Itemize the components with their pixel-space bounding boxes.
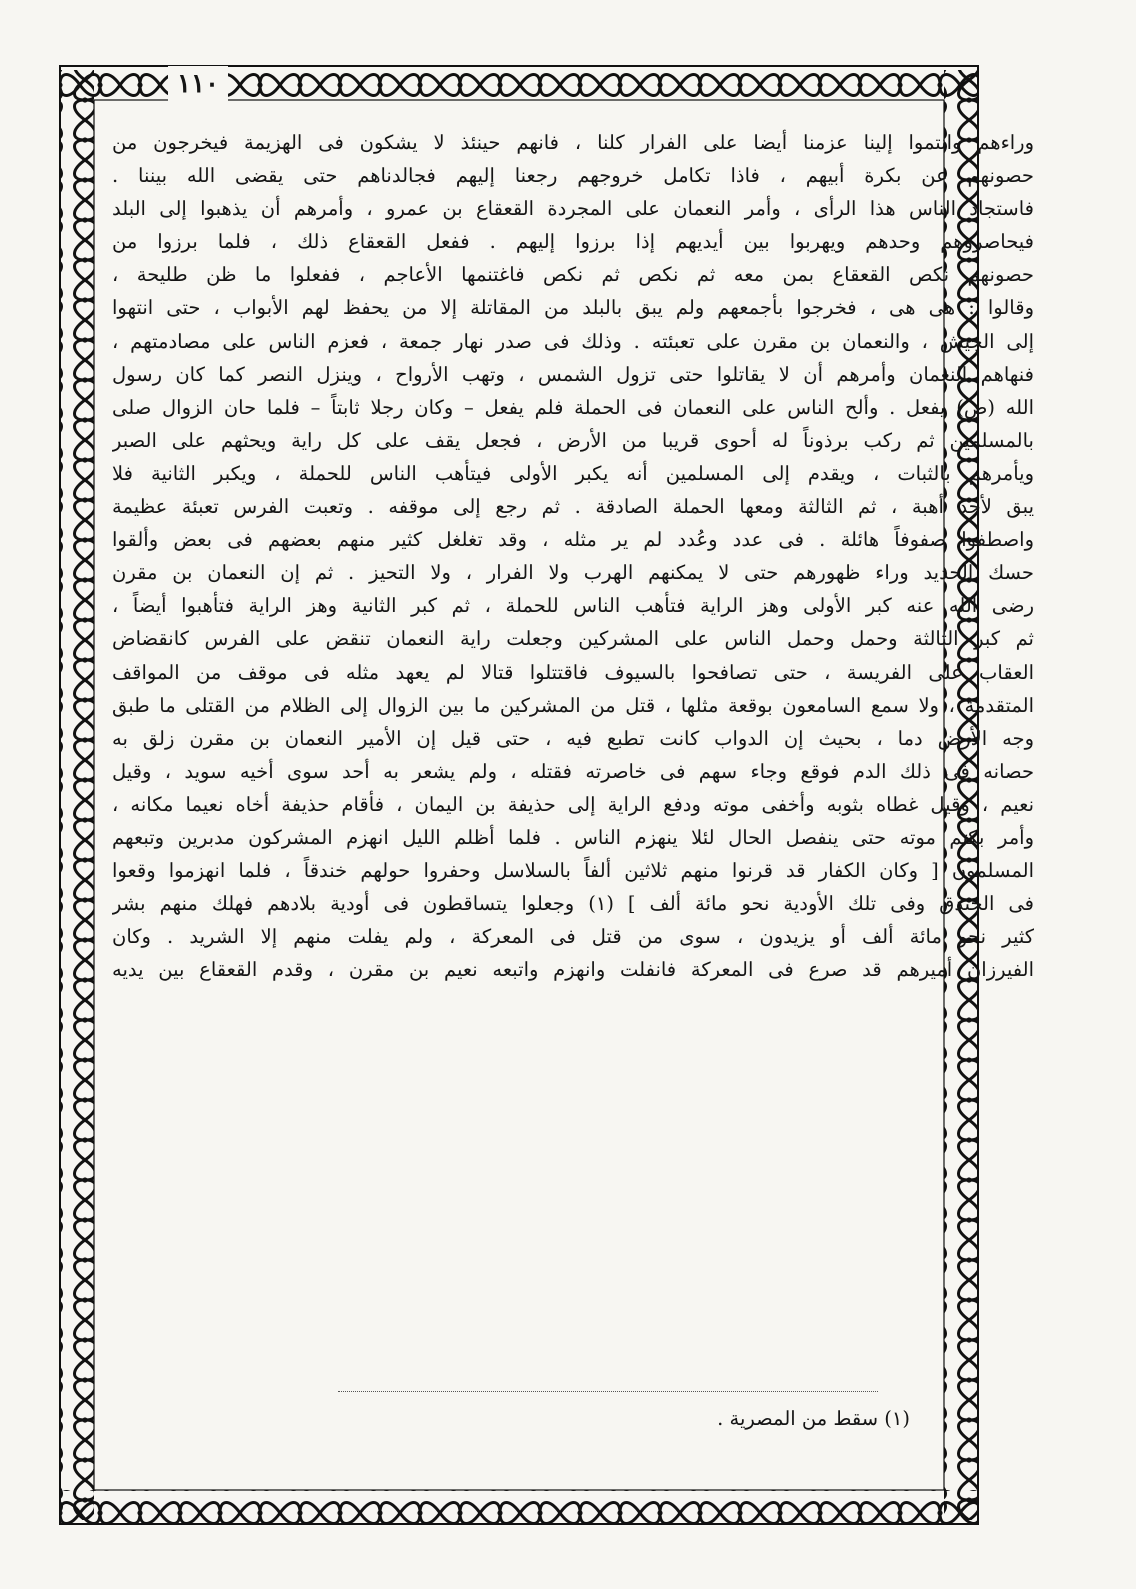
- text-line: حسك الحديد وراء ظهورهم حتى لا يمكنهم الهرب ولا الفرار ، ولا التحيز . ثم إن النعمان بن مقرن: [112, 561, 1034, 585]
- text-line: فى الخندق وفى تلك الأودية نحو مائة ألف ] (١) وجعلوا يتساقطون فى أودية بلادهم فهلك منهم بشر: [112, 892, 1034, 916]
- text-line: وأمر بكتم موته حتى ينفصل الحال لئلا ينهزم الناس . فلما أظلم الليل انهزم المشركون مدبرين وتبعهم: [112, 825, 1034, 849]
- page-number: ١١٠: [168, 66, 228, 102]
- footnote-separator: [338, 1391, 878, 1392]
- text-line: وجه الأرض دما ، بحيث إن الدواب كانت تطبع فيه ، حتى قيل إن الأمير النعمان بن مقرن زلق به: [112, 726, 1034, 750]
- text-line: بالمسلمين ثم ركب برذوناً له أحوى قريبا من الأرض ، فجعل يقف على كل راية ويحثهم على الصبر: [112, 428, 1034, 452]
- text-line: نعيم ، وقيل غطاه بثوبه وأخفى موته ودفع الراية إلى حذيفة بن اليمان ، فأقام حذيفة أخاه نعيما مكانه ،: [112, 792, 1034, 816]
- text-line: واصطفوا صفوفاً هائلة . فى عدد وعُدد لم ير مثله ، وقد تغلغل كثير منهم بعضهم فى بعض وألقوا: [112, 528, 1034, 552]
- footnote: (١) سقط من المصرية .: [717, 1407, 910, 1430]
- text-line: حصونهم نكص القعقاع بمن معه ثم نكص ثم نكص فاغتنمها الأعاجم ، ففعلوا ما ظن طليحة ،: [112, 263, 1034, 287]
- text-line: وقالوا : هى هى ، فخرجوا بأجمعهم ولم يبق بالبلد من المقاتلة إلا من يحفظ لهم الأبواب ، حتى انتهوا: [112, 296, 1034, 320]
- text-line: وراءهم وانتموا إلينا عزمنا أيضا على الفرار كلنا ، فانهم حينئذ لا يشكون فى الهزيمة فيخرجون من: [112, 131, 1034, 154]
- text-line: ثم كبر الثالثة وحمل وحمل الناس على المشركين وجعلت راية النعمان تنقض على الفرس كانقضاض: [112, 627, 1034, 651]
- text-line: رضى الله عنه كبر الأولى وهز الراية فتأهب الناس للحملة ، ثم كبر الثانية وهز الراية فتأهبوا أيضاً ،: [112, 594, 1034, 618]
- text-line: ويأمرهم بالثبات ، ويقدم إلى المسلمين أنه يكبر الأولى فيتأهب الناس للحملة ، ويكبر الثانية فلا: [112, 461, 1034, 485]
- text-line: الفيرزان أميرهم قد صرع فى المعركة فانفلت وانهزم واتبعه نعيم بن مقرن ، وقدم القعقاع بين يديه: [112, 958, 1034, 982]
- text-line: فنهاهم النعمان وأمرهم أن لا يقاتلوا حتى تزول الشمس ، وتهب الأرواح ، وينزل النصر كما كان رسول: [112, 362, 1034, 386]
- text-line: كثير نحو مائة ألف أو يزيدون ، سوى من قتل فى المعركة ، ولم يفلت منهم إلا الشريد . وكان: [112, 925, 1034, 949]
- main-text: [112, 126, 1034, 1388]
- text-line: حصونهم عن بكرة أبيهم ، فاذا تكامل خروجهم رجعنا إليهم فجالدناهم حتى يقضى الله بيننا .: [112, 164, 1034, 188]
- text-line: حصانه فى ذلك الدم فوقع وجاء سهم فى خاصرته فقتله ، ولم يشعر به أحد سوى أخيه سويد ، وقيل: [112, 759, 1034, 783]
- text-line: العقاب على الفريسة ، حتى تصافحوا بالسيوف فاقتتلوا قتالا لم يعهد مثله فى موقف من المواقف: [112, 660, 1034, 684]
- text-line: يبق لأحد أهبة ، ثم الثالثة ومعها الحملة الصادقة . ثم رجع إلى موقفه . وتعبت الفرس تعبئة عظيمة: [112, 495, 1034, 519]
- text-line: فيحاصروهم وحدهم ويهربوا بين أيديهم إذا برزوا إليهم . ففعل القعقاع ذلك ، فلما برزوا من: [112, 230, 1034, 254]
- text-line: الله (ص) يفعل . وألح الناس على النعمان فى الحملة فلم يفعل – وكان رجلا ثابتاً – فلما حان الزوال صلى: [112, 395, 1034, 419]
- text-line: إلى الجيش ، والنعمان بن مقرن على تعبئته . وذلك فى صدر نهار جمعة ، فعزم الناس على مصادمتهم ،: [112, 329, 1034, 353]
- text-line: فاستجاد الناس هذا الرأى ، وأمر النعمان على المجردة القعقاع بن عمرو ، وأمرهم أن يذهبوا إلى البلد: [112, 197, 1034, 221]
- text-line: المتقدمة ، ولا سمع السامعون بوقعة مثلها ، قتل من المشركين ما بين الزوال إلى الظلام من القتلى ما طبق: [112, 693, 1034, 717]
- text-line: المسلمون [ وكان الكفار قد قرنوا منهم ثلاثين ألفاً بالسلاسل وحفروا حولهم خندقاً ، فلما انهزموا وقعوا: [112, 859, 1034, 883]
